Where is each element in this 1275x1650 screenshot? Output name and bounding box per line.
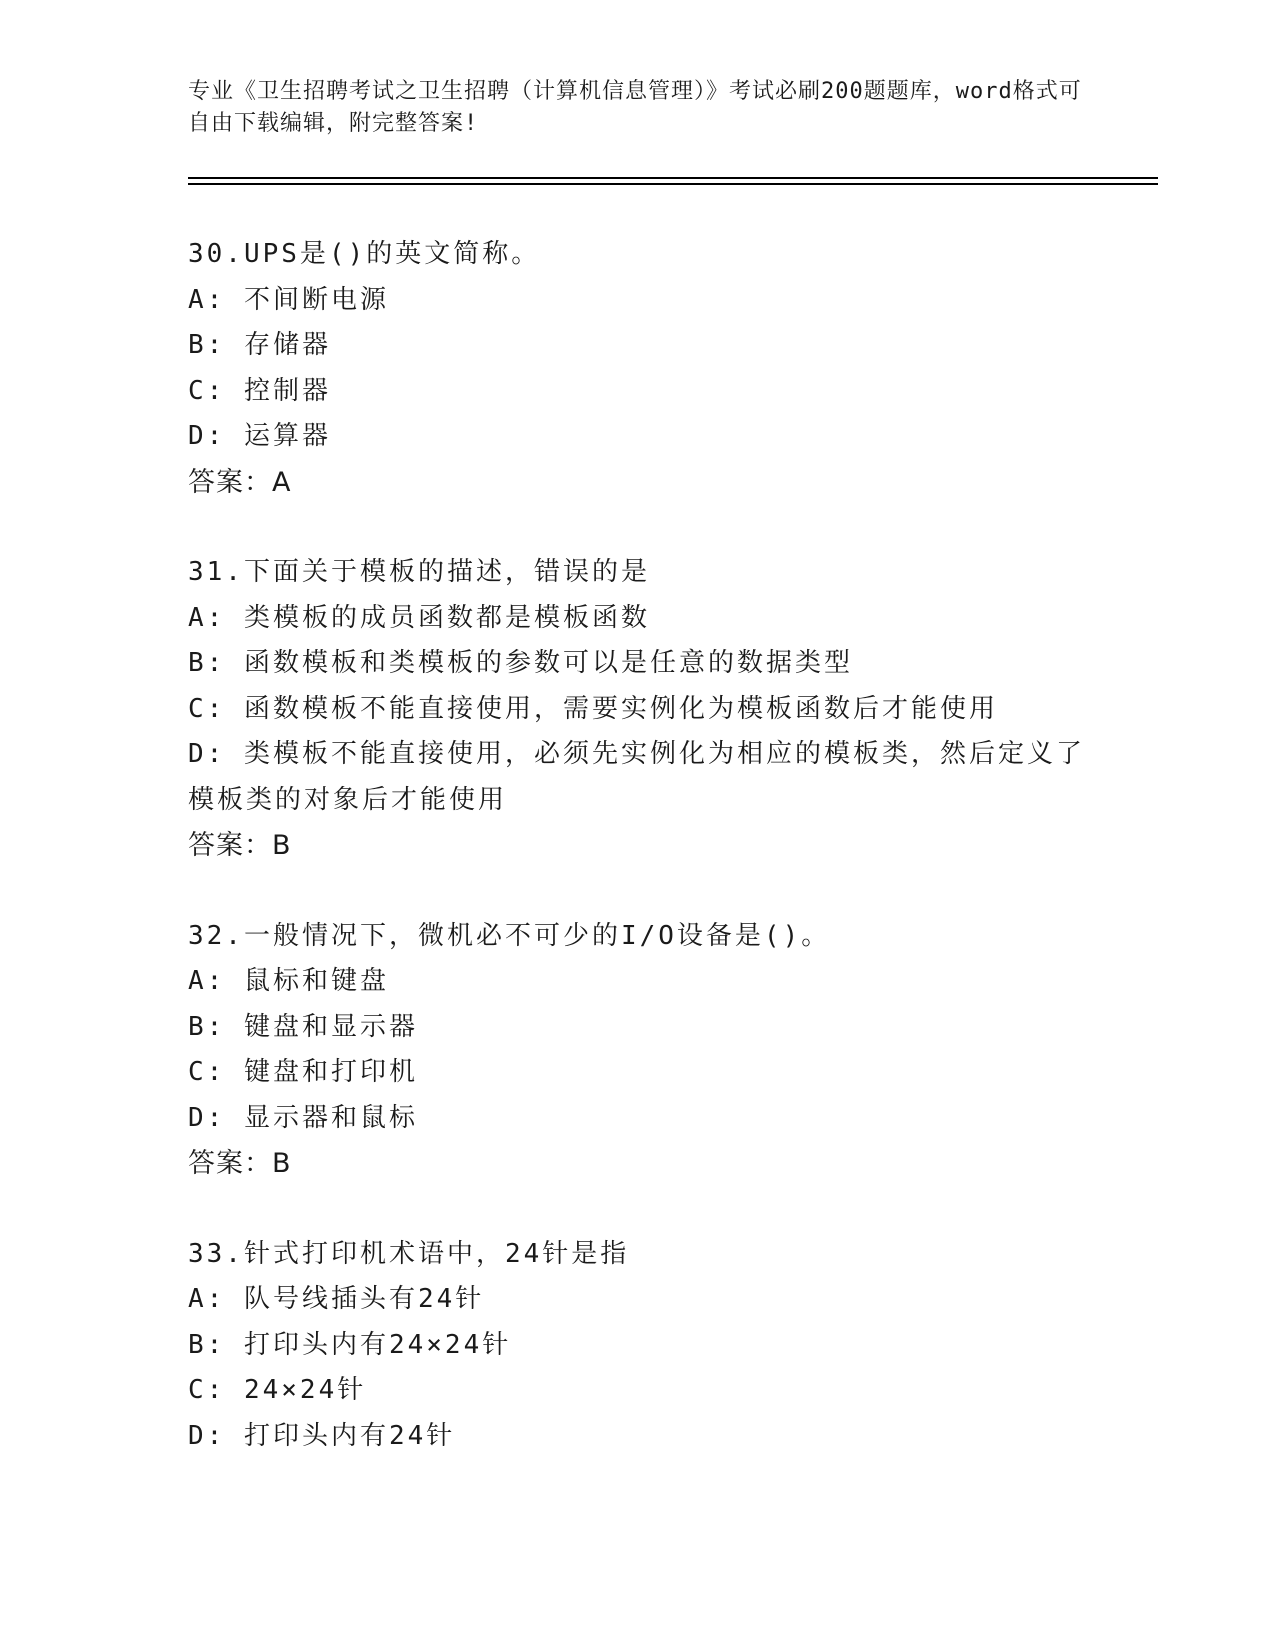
question-33 (188, 1232, 1088, 1460)
option-d: D: 类模板不能直接使用，必须先实例化为相应的模板类，然后定义了模板类的对象后才能使用 (188, 739, 1085, 815)
question-32 (188, 914, 1088, 1187)
option-c: C: 控制器 (188, 375, 331, 406)
option-d: D: 显示器和鼠标 (188, 1102, 418, 1133)
option-d: D: 运算器 (188, 421, 331, 451)
answer: 答案：B (188, 830, 292, 861)
question-stem: 31.下面关于模板的描述，错误的是 (188, 557, 650, 587)
option-a: A: 类模板的成员函数都是模板函数 (188, 602, 650, 633)
option-b: B: 打印头内有24×24针 (188, 1329, 512, 1360)
option-a: A: 不间断电源 (188, 284, 389, 315)
option-b: B: 函数模板和类模板的参数可以是任意的数据类型 (188, 648, 853, 678)
option-d: D: 打印头内有24针 (188, 1420, 456, 1451)
answer: 答案：B (188, 1148, 292, 1179)
answer: 答案：A (188, 466, 292, 498)
option-b: B: 键盘和显示器 (188, 1011, 418, 1042)
option-c: C: 函数模板不能直接使用，需要实例化为模板函数后才能使用 (188, 693, 998, 724)
document-header: 专业《卫生招聘考试之卫生招聘（计算机信息管理）》考试必刷200题题库，word格式可自由下载编辑，附完整答案! (188, 79, 1082, 136)
option-b: B: 存储器 (188, 330, 331, 360)
question-stem: 32.一般情况下，微机必不可少的I/O设备是()。 (188, 920, 831, 951)
header-rule-top (188, 177, 1158, 179)
question-list (188, 232, 1088, 1504)
header-rule-bottom (188, 183, 1158, 185)
option-a: A: 鼠标和键盘 (188, 966, 389, 996)
question-30 (188, 232, 1088, 505)
option-c: C: 24×24针 (188, 1375, 367, 1405)
option-c: C: 键盘和打印机 (188, 1057, 418, 1087)
option-a: A: 队号线插头有24针 (188, 1284, 485, 1314)
question-stem: 30.UPS是()的英文简称。 (188, 239, 541, 269)
question-31 (188, 550, 1088, 869)
question-stem: 33.针式打印机术语中，24针是指 (188, 1238, 630, 1269)
